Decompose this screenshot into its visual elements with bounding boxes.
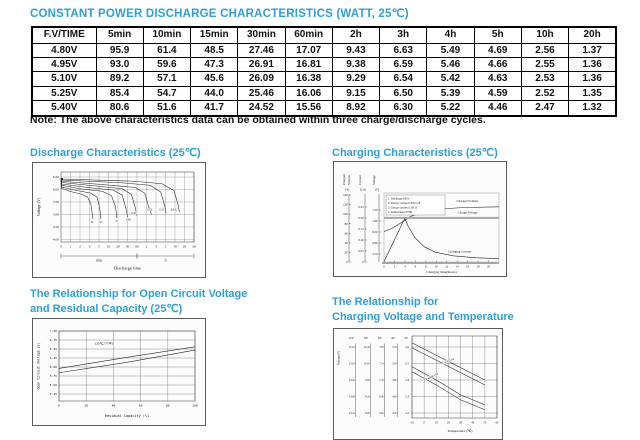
svg-text:7.5: 7.5 <box>379 361 383 366</box>
table-header-cell: 30min <box>238 27 285 43</box>
table-cell: 16.81 <box>285 57 332 71</box>
svg-text:0.25: 0.25 <box>358 205 364 210</box>
curve-label: 0.2C <box>147 208 153 212</box>
svg-text:0.10: 0.10 <box>358 238 364 243</box>
svg-text:16: 16 <box>466 264 470 269</box>
svg-text:13.2: 13.2 <box>348 411 354 416</box>
svg-text:20: 20 <box>344 250 348 255</box>
legend-line: 2. Charge voltage:2.40V/cell <box>388 201 421 205</box>
curve-label: Charged Volume <box>456 198 479 203</box>
svg-text:2.4: 2.4 <box>405 378 409 383</box>
table-cell: 51.6 <box>143 101 190 116</box>
svg-text:2.2: 2.2 <box>405 411 409 416</box>
table-cell: 5.39 <box>427 86 474 100</box>
legend-line: 3. Charge current:0.20CA <box>388 206 417 210</box>
svg-text:100: 100 <box>192 403 198 408</box>
table-cell: 2.52 <box>521 86 568 100</box>
svg-text:5.50: 5.50 <box>49 383 57 387</box>
table-row <box>32 72 616 86</box>
series-path <box>384 219 499 262</box>
series-path <box>61 179 128 217</box>
svg-text:14.4: 14.4 <box>348 378 354 383</box>
table-header-cell: 5min <box>96 27 143 43</box>
svg-text:5.50: 5.50 <box>52 200 59 204</box>
svg-text:9.2: 9.2 <box>365 394 369 399</box>
table-cell: 5.49 <box>427 43 474 57</box>
table-cell: 2.47 <box>521 101 568 116</box>
table-row <box>32 57 616 71</box>
table-cell: 4.95V <box>32 57 96 71</box>
table-header-cell: 10h <box>521 27 568 43</box>
curve-label: 3C <box>90 221 94 224</box>
svg-text:40: 40 <box>471 420 475 425</box>
svg-text:10.4: 10.4 <box>363 345 369 350</box>
axis-title: Charged <box>342 174 346 185</box>
curve-label: Charging Current <box>448 249 472 254</box>
table-cell: 17.07 <box>285 43 332 57</box>
legend-line: 1. Discharge:100% <box>388 197 410 201</box>
table-cell: 5.46 <box>427 57 474 71</box>
svg-text:4.50: 4.50 <box>52 225 59 229</box>
table-cell: 1.36 <box>569 57 616 71</box>
table-cell: 15.56 <box>285 101 332 116</box>
table-cell: 6.54 <box>380 72 427 86</box>
svg-text:2: 2 <box>393 264 396 269</box>
table-cell: 6.63 <box>380 43 427 57</box>
axis-title: Volume <box>347 174 351 185</box>
svg-text:60: 60 <box>138 403 143 408</box>
svg-text:0: 0 <box>362 260 364 265</box>
svg-text:14: 14 <box>455 264 459 269</box>
table-cell: 8.92 <box>332 101 379 116</box>
svg-text:5.00: 5.00 <box>52 212 59 217</box>
table-header-cell: 5h <box>474 27 521 43</box>
svg-text:2: 2 <box>79 244 81 249</box>
table-cell: 89.2 <box>96 72 143 86</box>
svg-text:20: 20 <box>84 403 89 408</box>
svg-text:6.9: 6.9 <box>379 394 383 399</box>
svg-text:5: 5 <box>164 244 167 249</box>
svg-text:4.6: 4.6 <box>392 394 396 399</box>
svg-text:18: 18 <box>476 264 480 269</box>
svg-text:1: 1 <box>69 244 72 249</box>
svg-text:30: 30 <box>192 244 196 249</box>
table-cell: 57.1 <box>143 72 190 86</box>
svg-text:6.25: 6.25 <box>49 356 57 360</box>
svg-text:140: 140 <box>343 193 348 198</box>
svg-text:5: 5 <box>98 244 100 249</box>
table-cell: 4.63 <box>474 72 521 86</box>
curve-label: 0.05C <box>170 208 178 212</box>
svg-text:(CA): (CA) <box>359 187 367 192</box>
svg-text:10: 10 <box>173 244 177 249</box>
svg-text:50: 50 <box>483 420 487 425</box>
scale-header: 4V <box>391 336 395 340</box>
chart-annotation: (25℃/77℉) <box>94 341 114 346</box>
svg-text:0: 0 <box>60 244 62 249</box>
table-cell: 9.43 <box>332 43 379 57</box>
svg-text:15.0: 15.0 <box>348 361 354 366</box>
svg-text:Voltage(V): Voltage(V) <box>336 350 341 366</box>
svg-text:6.00: 6.00 <box>49 365 57 369</box>
svg-text:80: 80 <box>165 403 170 408</box>
curve-label: 0.4C <box>131 212 137 215</box>
table-cell: 1.32 <box>569 101 616 116</box>
svg-text:0: 0 <box>383 264 385 269</box>
table-cell: 9.29 <box>332 72 379 86</box>
x-axis-label: Temperature (℃) <box>447 429 473 433</box>
table-cell: 4.66 <box>474 57 521 71</box>
table-cell: 5.40V <box>32 101 96 116</box>
table-cell: 2.55 <box>521 57 568 71</box>
table-cell: 85.4 <box>96 86 143 100</box>
svg-text:30: 30 <box>125 244 130 249</box>
table-cell: 47.3 <box>191 57 238 71</box>
table-cell: 24.52 <box>238 101 285 116</box>
svg-text:40: 40 <box>344 240 348 245</box>
discharge-characteristics-chart <box>32 162 206 278</box>
svg-text:3: 3 <box>155 244 157 249</box>
svg-text:12: 12 <box>445 264 449 269</box>
svg-text:5.75: 5.75 <box>49 374 57 378</box>
curve-label: 1C <box>115 220 119 223</box>
svg-text:Voltage (V): Voltage (V) <box>36 197 41 217</box>
table-cell: 27.46 <box>238 43 285 57</box>
table-cell: 5.42 <box>427 72 474 86</box>
table-header-cell: 15min <box>191 27 238 43</box>
svg-text:6.00: 6.00 <box>372 241 378 246</box>
table-cell: 4.59 <box>474 86 521 100</box>
svg-text:20: 20 <box>487 264 491 269</box>
ocv-title-line2: and Residual Capacity (25℃) <box>30 302 183 315</box>
charging-characteristics-chart <box>333 161 507 277</box>
svg-text:6.00: 6.00 <box>52 187 59 192</box>
table-cell: 4.69 <box>474 43 521 57</box>
svg-text:2: 2 <box>145 244 148 249</box>
table-cell: 41.7 <box>191 101 238 116</box>
svg-text:-10: -10 <box>410 420 414 425</box>
svg-text:4: 4 <box>404 264 406 269</box>
table-header-row <box>32 27 616 43</box>
table-cell: 95.9 <box>96 43 143 57</box>
open-circuit-voltage-chart <box>32 318 206 426</box>
svg-text:5.0: 5.0 <box>392 361 396 366</box>
axis-title: Voltage <box>372 175 376 185</box>
table-cell: 25.46 <box>238 86 285 100</box>
table-row <box>32 43 616 57</box>
svg-text:Open Circuit Voltage (V): Open Circuit Voltage (V) <box>36 342 41 390</box>
scale-header: 6V <box>378 336 382 340</box>
legend-line: 4. Temperature:25℃ <box>388 211 412 215</box>
svg-text:10.0: 10.0 <box>363 361 369 366</box>
curve-label: Cycle Use <box>441 356 455 366</box>
svg-text:13.8: 13.8 <box>348 394 354 399</box>
svg-text:4.8: 4.8 <box>392 378 396 383</box>
charging-chart-title: Charging Characteristics (25℃) <box>332 147 498 159</box>
curve-label: Floating Use <box>423 371 439 382</box>
svg-text:10: 10 <box>434 420 438 425</box>
svg-text:6.50: 6.50 <box>372 230 378 235</box>
table-cell: 26.09 <box>238 72 285 86</box>
svg-text:2.3: 2.3 <box>405 394 409 399</box>
table-cell: 1.35 <box>569 86 616 100</box>
table-cell: 5.22 <box>427 101 474 116</box>
ocv-title-line1: The Relationship for Open Circuit Voltage <box>30 288 248 300</box>
table-cell: 44.0 <box>191 86 238 100</box>
svg-text:6.6: 6.6 <box>379 411 383 416</box>
table-header-cell: 60min <box>285 27 332 43</box>
svg-text:0.20: 0.20 <box>358 216 364 221</box>
table-cell: 2.56 <box>521 43 568 57</box>
svg-text:2.6: 2.6 <box>405 345 409 350</box>
svg-text:5.2: 5.2 <box>392 345 396 350</box>
svg-text:7.2: 7.2 <box>379 378 383 383</box>
svg-text:60: 60 <box>495 420 499 425</box>
svg-text:120: 120 <box>343 202 348 207</box>
cvt-title-line1: The Relationship for <box>332 296 439 308</box>
table-header-cell: 2h <box>332 27 379 43</box>
charging-voltage-temperature-chart <box>333 328 503 440</box>
svg-text:6.50: 6.50 <box>49 347 57 351</box>
svg-text:40: 40 <box>111 403 116 408</box>
svg-text:0: 0 <box>423 420 425 425</box>
svg-text:30: 30 <box>459 420 463 425</box>
x-axis-label: Discharge time <box>113 265 142 271</box>
table-header-cell: 20h <box>569 27 616 43</box>
svg-text:4.00: 4.00 <box>52 237 59 242</box>
svg-text:(%): (%) <box>344 187 350 192</box>
svg-text:20: 20 <box>182 244 187 249</box>
table-cell: 45.6 <box>191 72 238 86</box>
svg-text:8: 8 <box>425 264 427 269</box>
table-cell: 9.15 <box>332 86 379 100</box>
constant-power-table <box>31 26 617 117</box>
svg-text:100: 100 <box>343 212 348 217</box>
table-cell: 1.36 <box>569 72 616 86</box>
svg-text:80: 80 <box>344 221 348 226</box>
svg-text:7.8: 7.8 <box>379 345 383 350</box>
table-cell: 59.6 <box>143 57 190 71</box>
plot-border <box>59 331 195 401</box>
scale-header: 2V <box>404 336 408 340</box>
page-title: CONSTANT POWER DISCHARGE CHARACTERISTICS (WATT, 25℃) <box>30 8 409 20</box>
series-path <box>61 179 101 219</box>
svg-text:15.6: 15.6 <box>348 345 354 350</box>
x-axis-label: Residual Capacity (%) <box>104 414 150 418</box>
table-cell: 16.06 <box>285 86 332 100</box>
series-path <box>59 347 195 369</box>
table-cell: 93.0 <box>96 57 143 71</box>
table-cell: 48.5 <box>191 43 238 57</box>
svg-text:5.25: 5.25 <box>49 392 57 396</box>
curve-label: 2C <box>99 221 103 224</box>
svg-text:8.8: 8.8 <box>365 411 369 416</box>
svg-text:7.50: 7.50 <box>372 208 378 213</box>
table-header-cell: F.V/TIME <box>32 27 96 43</box>
series-path <box>61 178 166 213</box>
cvt-title-line2: Charging Voltage and Temperature <box>332 310 514 323</box>
x-axis-label: Charging time(hours) <box>426 270 457 274</box>
table-cell: 6.59 <box>380 57 427 71</box>
svg-text:6.50: 6.50 <box>52 175 59 179</box>
svg-text:20: 20 <box>116 244 120 249</box>
table-cell: 6.50 <box>380 86 427 100</box>
x-unit-label: min <box>96 258 102 263</box>
table-cell: 61.4 <box>143 43 190 57</box>
svg-text:3: 3 <box>88 244 91 249</box>
table-cell: 80.6 <box>96 101 143 116</box>
svg-text:7.00: 7.00 <box>372 219 378 224</box>
x-unit-label: h <box>164 258 167 263</box>
svg-text:0: 0 <box>346 260 348 265</box>
svg-text:10: 10 <box>434 264 438 269</box>
svg-text:10: 10 <box>106 244 111 249</box>
table-cell: 5.10V <box>32 72 96 86</box>
table-cell: 1.37 <box>569 43 616 57</box>
table-cell: 26.91 <box>238 57 285 71</box>
svg-text:0: 0 <box>58 403 60 408</box>
svg-text:5.50: 5.50 <box>372 252 378 257</box>
cvt-chart-title <box>332 295 514 324</box>
table-cell: 5.25V <box>32 86 96 100</box>
table-cell: 6.30 <box>380 101 427 116</box>
table-cell: 4.80V <box>32 43 96 57</box>
table-note: Note: The above characteristics data can be obtained within three charge/discharge cycles. <box>30 114 486 126</box>
table-cell: 4.46 <box>474 101 521 116</box>
discharge-chart-title: Discharge Characteristics (25℃) <box>30 147 201 159</box>
table-cell: 54.7 <box>143 86 190 100</box>
svg-text:0.05: 0.05 <box>358 249 364 254</box>
table-cell: 2.53 <box>521 72 568 86</box>
svg-text:20: 20 <box>446 420 450 425</box>
svg-text:6.75: 6.75 <box>49 338 57 342</box>
table-cell: 16.38 <box>285 72 332 86</box>
svg-text:4.4: 4.4 <box>392 411 396 416</box>
svg-text:0.15: 0.15 <box>358 227 364 232</box>
curve-label: 0.1C <box>159 208 165 212</box>
svg-text:9.6: 9.6 <box>365 378 369 383</box>
series-path <box>59 350 195 373</box>
svg-text:2.5: 2.5 <box>405 361 409 366</box>
table-cell: 9.38 <box>332 57 379 71</box>
svg-text:7.00: 7.00 <box>49 329 57 333</box>
axis-title: Current <box>358 175 362 185</box>
svg-text:6: 6 <box>414 264 417 269</box>
table-header-cell: 3h <box>380 27 427 43</box>
svg-text:60: 60 <box>344 231 348 236</box>
table-header-cell: 10min <box>143 27 190 43</box>
table-header-cell: 4h <box>427 27 474 43</box>
scale-header: 8V <box>364 336 368 340</box>
ocv-chart-title <box>30 287 247 316</box>
table-row <box>32 86 616 100</box>
svg-text:60: 60 <box>135 244 139 249</box>
scale-header: 12V <box>348 336 354 340</box>
curve-label: 0.6C <box>126 218 132 222</box>
curve-label: Charge Voltage <box>457 210 478 215</box>
svg-text:(V): (V) <box>374 187 380 192</box>
